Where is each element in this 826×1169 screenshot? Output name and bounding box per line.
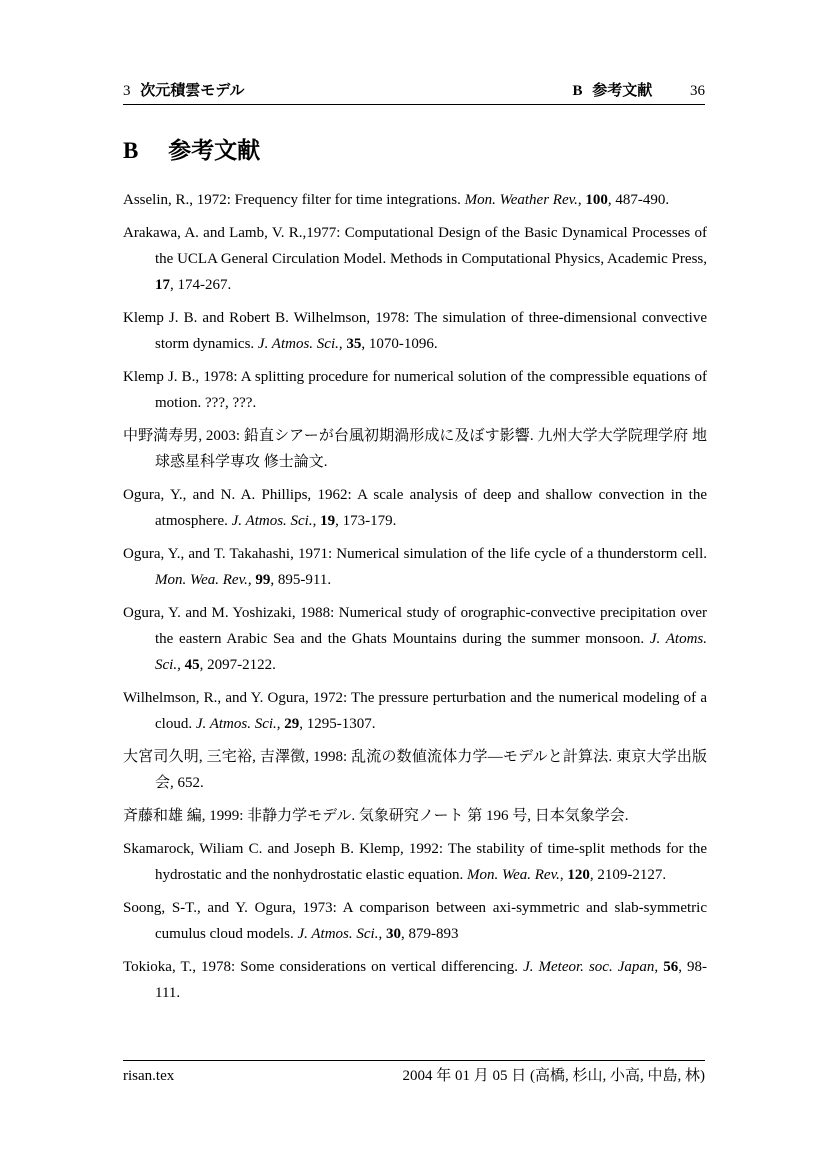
section-title — [123, 135, 260, 166]
reference-segment: Soong, S-T., and Y. Ogura, 1973: A comparison between axi-symmetric and slab-symmetric cumulus cloud models. — [123, 900, 707, 942]
reference-segment: 56 — [663, 959, 679, 975]
reference-list — [123, 187, 707, 1013]
reference-entry — [123, 305, 707, 357]
reference-segment: Klemp J. B., 1978: A splitting procedure for numerical solution of the compressible equations of motion. ???, ???. — [123, 369, 707, 411]
footer-filename: risan.tex — [123, 1068, 175, 1084]
reference-segment: Ogura, Y., and T. Takahashi, 1971: Numerical simulation of the life cycle of a thunderstorm cell. — [123, 546, 707, 562]
running-chapter-title: 次元積雲モデル — [140, 82, 245, 99]
reference-segment: Wilhelmson, R., and Y. Ogura, 1972: The pressure perturbation and the numerical modeling of a cloud. — [123, 690, 707, 732]
reference-segment: , — [177, 657, 185, 673]
reference-segment: , 2097-2122. — [199, 657, 276, 673]
running-section-letter: B — [572, 83, 583, 99]
reference-segment: Mon. Wea. Rev. — [467, 867, 560, 883]
reference-entry — [123, 364, 707, 416]
footer-date: 2004 年 01 月 05 日 (高橋, 杉山, 小高, 中島, 林) — [402, 1068, 705, 1084]
reference-segment: J. Meteor. soc. Japan — [523, 959, 655, 975]
reference-segment: , — [338, 336, 347, 352]
reference-segment: 19 — [320, 513, 336, 529]
reference-segment: , — [577, 192, 586, 208]
reference-entry — [123, 954, 707, 1006]
reference-entry — [123, 685, 707, 737]
reference-segment: 100 — [585, 192, 608, 208]
section-letter: B — [123, 138, 139, 163]
footer-rule — [123, 1060, 705, 1061]
reference-entry — [123, 423, 707, 475]
reference-segment: 35 — [346, 336, 362, 352]
reference-segment: , 487-490. — [607, 192, 670, 208]
reference-segment: , 98-111. — [155, 959, 708, 1001]
reference-segment: J. Atmos. Sci. — [257, 336, 339, 352]
reference-entry — [123, 541, 707, 593]
reference-segment: 斉藤和雄 編, 1999: 非静力学モデル. 気象研究ノート 第 196 号, 日本気象学会. — [123, 808, 629, 824]
page-number: 36 — [690, 83, 705, 99]
reference-entry — [123, 803, 707, 829]
reference-segment: Tokioka, T., 1978: Some considerations on vertical differencing. — [123, 959, 524, 975]
reference-segment: , 1295-1307. — [299, 716, 376, 732]
reference-segment: , 895-911. — [270, 572, 332, 588]
reference-segment: J. Atmos. Sci. — [195, 716, 277, 732]
reference-segment: , 174-267. — [170, 277, 232, 293]
reference-segment: 中野満寿男, 2003: 鉛直シアーが台風初期渦形成に及ぼす影響. 九州大学大学院理学府 地球惑星科学専攻 修士論文. — [123, 428, 707, 470]
reference-segment: Arakawa, A. and Lamb, V. R.,1977: Computational Design of the Basic Dynamical Processes of the UCLA General Circulation Model. Methods in Computational Physics, Academic Press, — [123, 225, 708, 267]
running-header-left — [123, 82, 245, 100]
reference-segment: , — [276, 716, 285, 732]
reference-segment: J. Atoms. Sci. — [155, 631, 708, 673]
reference-segment: , 1070-1096. — [361, 336, 438, 352]
reference-segment: J. Atmos. Sci. — [231, 513, 313, 529]
reference-segment: Mon. Wea. Rev. — [155, 572, 248, 588]
reference-segment: 45 — [184, 657, 200, 673]
reference-segment: Ogura, Y., and N. A. Phillips, 1962: A scale analysis of deep and shallow convection in the atmosphere. — [123, 487, 707, 529]
reference-segment: , 2109-2127. — [589, 867, 667, 883]
reference-segment: , — [654, 959, 664, 975]
section-title-text: 参考文献 — [168, 137, 261, 163]
reference-entry — [123, 744, 707, 796]
reference-segment: 120 — [567, 867, 590, 883]
header-rule — [123, 104, 705, 105]
reference-segment: , — [559, 867, 568, 883]
reference-entry — [123, 600, 707, 678]
reference-segment: , 879-893 — [400, 926, 459, 942]
reference-segment: Skamarock, Wiliam C. and Joseph B. Klemp, 1992: The stability of time-split methods for the hydrostatic and the nonhydrostatic elastic equation. — [123, 841, 707, 883]
running-header-right — [572, 82, 705, 100]
reference-segment: 99 — [255, 572, 271, 588]
page-footer — [123, 1066, 705, 1086]
reference-segment: 30 — [385, 926, 401, 942]
running-section-title: 参考文献 — [592, 82, 653, 99]
reference-entry — [123, 482, 707, 534]
reference-segment: 17 — [155, 277, 170, 293]
reference-entry — [123, 895, 707, 947]
running-chapter-number: 3 — [123, 83, 131, 99]
reference-segment: Klemp J. B. and Robert B. Wilhelmson, 1978: The simulation of three-dimensional convective storm dynamics. — [123, 310, 707, 352]
reference-segment: Ogura, Y. and M. Yoshizaki, 1988: Numerical study of orographic-convective precipitation over the eastern Arabic Sea and the Ghats Mountains during the summer monsoon. — [123, 605, 707, 647]
reference-entry — [123, 187, 707, 213]
reference-segment: 大宮司久明, 三宅裕, 吉澤徴, 1998: 乱流の数値流体力学—モデルと計算法. 東京大学出版会, 652. — [123, 749, 707, 791]
reference-entry — [123, 836, 707, 888]
reference-entry — [123, 220, 707, 298]
reference-segment: Mon. Weather Rev. — [464, 192, 578, 208]
reference-segment: 29 — [284, 716, 300, 732]
reference-segment: , — [378, 926, 386, 942]
reference-segment: J. Atmos. Sci. — [297, 926, 379, 942]
page-header — [123, 82, 705, 100]
reference-segment: Asselin, R., 1972: Frequency filter for time integrations. — [123, 192, 465, 208]
reference-segment: , — [247, 572, 256, 588]
reference-segment: , — [312, 513, 321, 529]
reference-segment: , 173-179. — [335, 513, 397, 529]
